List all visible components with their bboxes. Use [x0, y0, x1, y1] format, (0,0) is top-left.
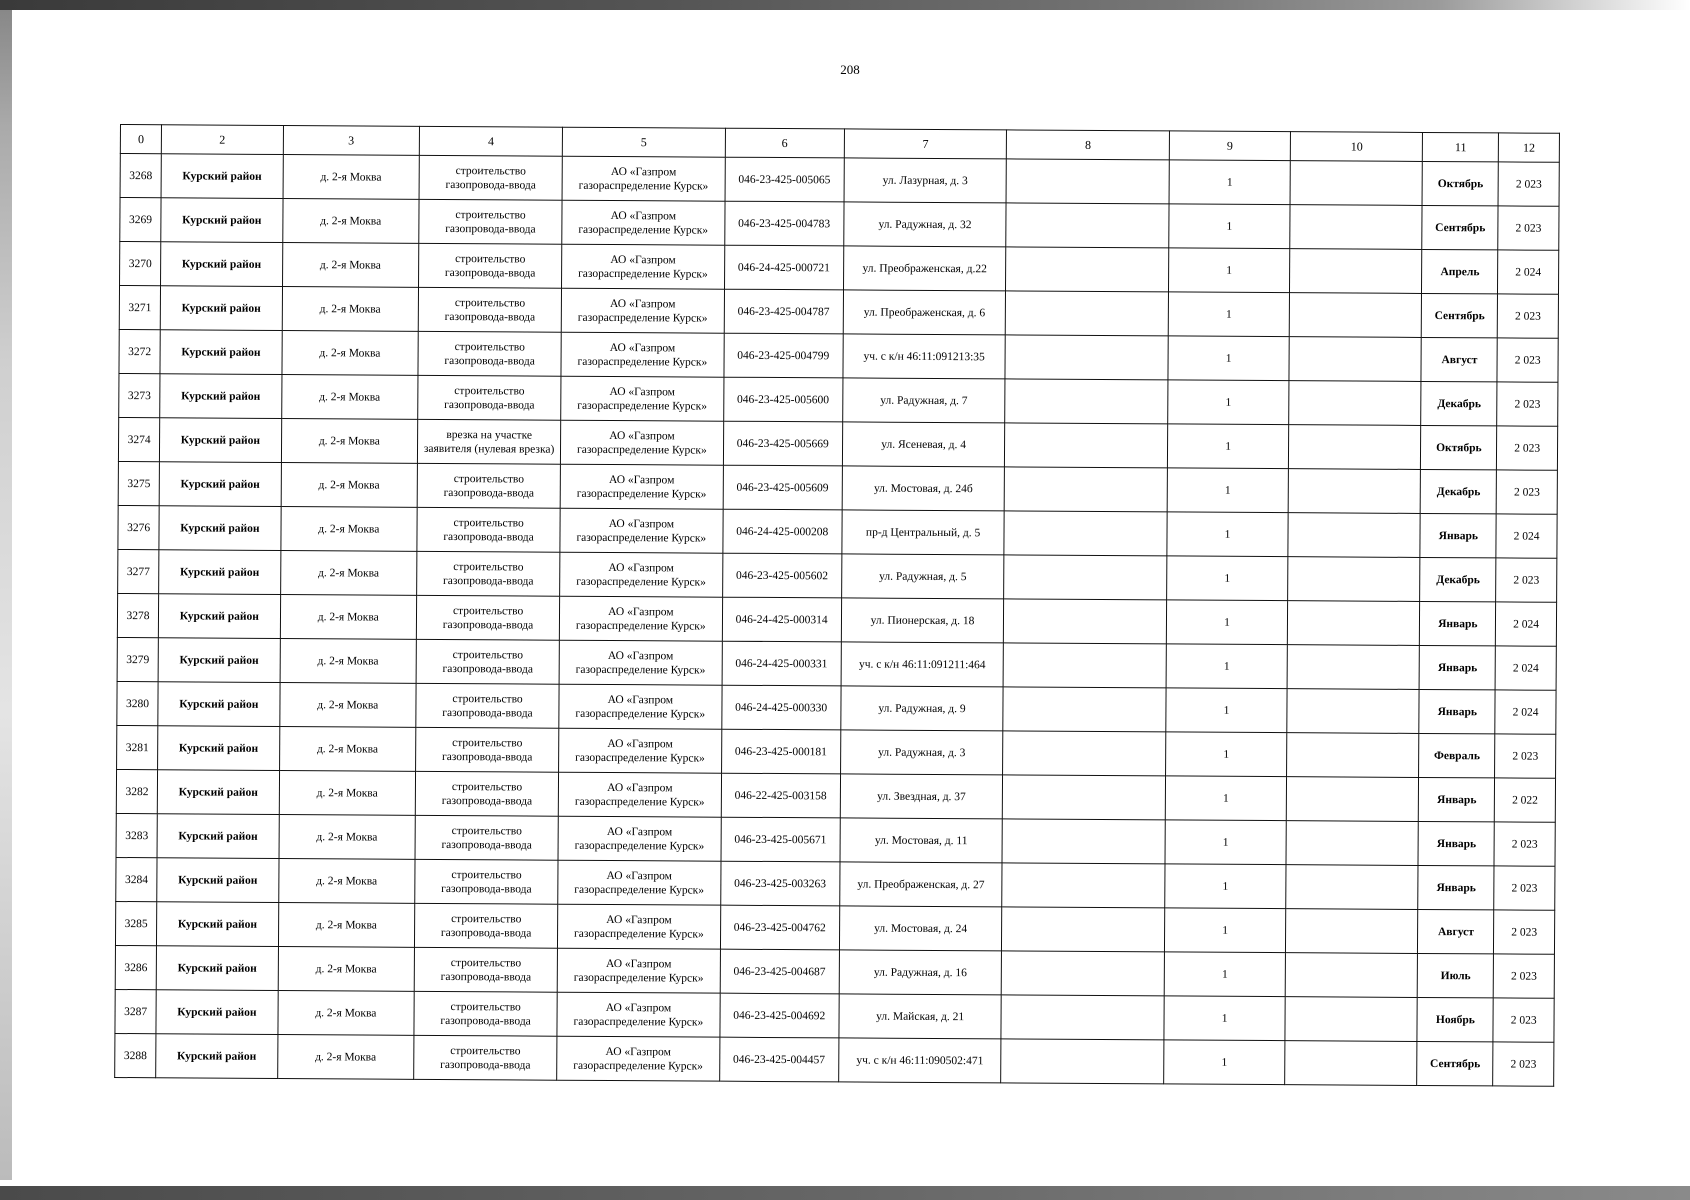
header-cell: 9: [1169, 131, 1291, 161]
district-cell: Курский район: [156, 990, 278, 1035]
district-cell: Курский район: [161, 154, 283, 199]
year-cell: 2 024: [1495, 690, 1556, 734]
year-cell: 2 023: [1497, 294, 1558, 338]
count-cell: 1: [1168, 248, 1290, 293]
column-8-cell: [1001, 995, 1164, 1040]
application-code-cell: 046-24-425-000314: [722, 597, 841, 642]
settlement-cell: д. 2-я Моква: [282, 198, 419, 243]
header-cell: 8: [1007, 130, 1170, 160]
month-cell: Январь: [1419, 645, 1495, 689]
row-number-cell: 3269: [120, 198, 161, 242]
column-10-cell: [1288, 557, 1420, 602]
organization-cell: АО «Газпром газораспределение Курск»: [557, 992, 720, 1037]
district-cell: Курский район: [156, 1034, 278, 1079]
settlement-cell: д. 2-я Моква: [278, 902, 415, 947]
work-type-cell: строительство газопровода-ввода: [414, 991, 557, 1036]
column-10-cell: [1285, 997, 1417, 1042]
application-code-cell: 046-23-425-004787: [724, 289, 843, 334]
address-cell: ул. Радужная, д. 32: [844, 202, 1007, 247]
row-number-cell: 3279: [117, 637, 158, 681]
header-cell: 4: [419, 126, 562, 156]
organization-cell: АО «Газпром газораспределение Курск»: [558, 816, 721, 861]
work-type-cell: строительство газопровода-ввода: [417, 551, 560, 596]
work-type-cell: строительство газопровода-ввода: [414, 1035, 557, 1080]
organization-cell: АО «Газпром газораспределение Курск»: [557, 1036, 720, 1081]
settlement-cell: д. 2-я Моква: [282, 242, 419, 287]
year-cell: 2 023: [1495, 734, 1556, 778]
district-cell: Курский район: [157, 814, 279, 859]
row-number-cell: 3271: [119, 286, 160, 330]
settlement-cell: д. 2-я Моква: [279, 682, 416, 727]
district-cell: Курский район: [159, 594, 281, 639]
column-10-cell: [1288, 513, 1420, 558]
month-cell: Январь: [1420, 601, 1496, 645]
row-number-cell: 3272: [119, 329, 160, 373]
organization-cell: АО «Газпром газораспределение Курск»: [560, 508, 723, 553]
column-10-cell: [1288, 601, 1420, 646]
settlement-cell: д. 2-я Моква: [279, 726, 416, 771]
column-8-cell: [1002, 863, 1165, 908]
year-cell: 2 023: [1496, 558, 1557, 602]
settlement-cell: д. 2-я Моква: [280, 638, 417, 683]
settlement-cell: д. 2-я Моква: [280, 550, 417, 595]
application-code-cell: 046-23-425-005602: [722, 553, 841, 598]
count-cell: 1: [1165, 864, 1287, 909]
column-8-cell: [1004, 511, 1167, 556]
count-cell: 1: [1167, 468, 1289, 513]
row-number-cell: 3276: [118, 505, 159, 549]
month-cell: Август: [1418, 909, 1494, 953]
row-number-cell: 3285: [115, 901, 156, 945]
organization-cell: АО «Газпром газораспределение Курск»: [559, 640, 722, 685]
header-cell: 7: [844, 129, 1007, 159]
year-cell: 2 024: [1496, 514, 1557, 558]
column-10-cell: [1289, 381, 1421, 426]
row-number-cell: 3278: [117, 593, 158, 637]
column-8-cell: [1001, 1039, 1164, 1084]
row-number-cell: 3268: [120, 154, 161, 198]
column-8-cell: [1002, 907, 1165, 952]
settlement-cell: д. 2-я Моква: [281, 462, 418, 507]
district-cell: Курский район: [161, 198, 283, 243]
settlement-cell: д. 2-я Моква: [283, 154, 420, 199]
year-cell: 2 023: [1493, 1042, 1554, 1086]
month-cell: Январь: [1418, 821, 1494, 865]
count-cell: 1: [1167, 424, 1289, 469]
count-cell: 1: [1164, 996, 1286, 1041]
address-cell: пр-д Центральный, д. 5: [842, 510, 1005, 555]
month-cell: Сентябрь: [1417, 1041, 1493, 1085]
settlement-cell: д. 2-я Моква: [277, 1034, 414, 1079]
district-cell: Курский район: [158, 682, 280, 727]
work-type-cell: строительство газопровода-ввода: [419, 243, 562, 288]
column-8-cell: [1003, 775, 1166, 820]
column-8-cell: [1006, 159, 1169, 204]
month-cell: Декабрь: [1421, 469, 1497, 513]
row-number-cell: 3281: [117, 725, 158, 769]
work-type-cell: строительство газопровода-ввода: [418, 331, 561, 376]
year-cell: 2 023: [1494, 910, 1555, 954]
work-type-cell: строительство газопровода-ввода: [415, 771, 558, 816]
year-cell: 2 023: [1498, 206, 1559, 250]
column-10-cell: [1290, 205, 1422, 250]
district-cell: Курский район: [158, 726, 280, 771]
scan-edge-bottom: [0, 1186, 1690, 1200]
district-cell: Курский район: [160, 418, 282, 463]
district-cell: Курский район: [156, 946, 278, 991]
header-cell: 3: [283, 125, 420, 155]
scan-edge-top: [0, 0, 1690, 10]
address-cell: ул. Мостовая, д. 24б: [842, 466, 1005, 511]
column-10-cell: [1286, 909, 1418, 954]
district-cell: Курский район: [157, 770, 279, 815]
column-10-cell: [1289, 425, 1421, 470]
year-cell: 2 024: [1495, 646, 1556, 690]
year-cell: 2 023: [1497, 426, 1558, 470]
column-10-cell: [1289, 337, 1421, 382]
header-cell: 0: [120, 125, 161, 154]
year-cell: 2 023: [1494, 822, 1555, 866]
column-8-cell: [1002, 951, 1165, 996]
column-10-cell: [1285, 953, 1417, 998]
organization-cell: АО «Газпром газораспределение Курск»: [557, 948, 720, 993]
column-10-cell: [1287, 689, 1419, 734]
organization-cell: АО «Газпром газораспределение Курск»: [559, 596, 722, 641]
settlement-cell: д. 2-я Моква: [280, 506, 417, 551]
address-cell: уч. с к/н 46:11:091213:35: [843, 334, 1006, 379]
work-type-cell: строительство газопровода-ввода: [419, 155, 562, 200]
row-number-cell: 3286: [115, 945, 156, 989]
month-cell: Февраль: [1419, 733, 1495, 777]
work-type-cell: строительство газопровода-ввода: [418, 375, 561, 420]
column-8-cell: [1005, 423, 1168, 468]
year-cell: 2 023: [1497, 382, 1558, 426]
column-8-cell: [1004, 599, 1167, 644]
organization-cell: АО «Газпром газораспределение Курск»: [561, 288, 724, 333]
year-cell: 2 023: [1497, 338, 1558, 382]
address-cell: ул. Радужная, д. 5: [841, 554, 1004, 599]
address-cell: ул. Радужная, д. 9: [841, 686, 1004, 731]
year-cell: 2 022: [1495, 778, 1556, 822]
application-code-cell: 046-24-425-000721: [724, 245, 843, 290]
address-cell: уч. с к/н 46:11:090502:471: [838, 1038, 1001, 1083]
application-code-cell: 046-24-425-000330: [721, 685, 840, 730]
count-cell: 1: [1168, 336, 1290, 381]
organization-cell: АО «Газпром газораспределение Курск»: [559, 684, 722, 729]
year-cell: 2 023: [1493, 954, 1554, 998]
application-code-cell: 046-23-425-004762: [720, 905, 839, 950]
district-cell: Курский район: [161, 242, 283, 287]
settlement-cell: д. 2-я Моква: [281, 418, 418, 463]
column-10-cell: [1287, 733, 1419, 778]
month-cell: Ноябрь: [1417, 997, 1493, 1041]
work-type-cell: строительство газопровода-ввода: [417, 507, 560, 552]
district-cell: Курский район: [157, 902, 279, 947]
count-cell: 1: [1165, 732, 1287, 777]
table-body: [115, 154, 1560, 1087]
month-cell: Январь: [1418, 865, 1494, 909]
month-cell: Январь: [1419, 777, 1495, 821]
column-8-cell: [1003, 687, 1166, 732]
column-10-cell: [1286, 865, 1418, 910]
column-8-cell: [1006, 291, 1169, 336]
header-cell: 6: [725, 128, 844, 158]
month-cell: Сентябрь: [1422, 293, 1498, 337]
work-type-cell: врезка на участке заявителя (нулевая врезка): [417, 419, 560, 464]
count-cell: 1: [1166, 600, 1288, 645]
settlement-cell: д. 2-я Моква: [278, 946, 415, 991]
column-10-cell: [1290, 161, 1422, 206]
organization-cell: АО «Газпром газораспределение Курск»: [561, 332, 724, 377]
column-10-cell: [1287, 645, 1419, 690]
work-type-cell: строительство газопровода-ввода: [415, 859, 558, 904]
row-number-cell: 3284: [116, 857, 157, 901]
column-8-cell: [1005, 335, 1168, 380]
application-code-cell: 046-24-425-000208: [723, 509, 842, 554]
address-cell: ул. Звездная, д. 37: [840, 774, 1003, 819]
district-cell: Курский район: [157, 858, 279, 903]
work-type-cell: строительство газопровода-ввода: [415, 903, 558, 948]
column-10-cell: [1289, 293, 1421, 338]
column-8-cell: [1003, 731, 1166, 776]
settlement-cell: д. 2-я Моква: [281, 374, 418, 419]
count-cell: 1: [1165, 820, 1287, 865]
month-cell: Январь: [1420, 513, 1496, 557]
district-cell: Курский район: [160, 286, 282, 331]
district-cell: Курский район: [159, 462, 281, 507]
count-cell: 1: [1169, 204, 1291, 249]
address-cell: ул. Преображенская, д. 27: [840, 862, 1003, 907]
application-code-cell: 046-23-425-005065: [725, 157, 844, 202]
work-type-cell: строительство газопровода-ввода: [414, 947, 557, 992]
month-cell: Октябрь: [1421, 425, 1497, 469]
column-8-cell: [1004, 555, 1167, 600]
address-cell: ул. Радужная, д. 16: [839, 950, 1002, 995]
organization-cell: АО «Газпром газораспределение Курск»: [558, 904, 721, 949]
column-8-cell: [1005, 379, 1168, 424]
work-type-cell: строительство газопровода-ввода: [416, 683, 559, 728]
organization-cell: АО «Газпром газораспределение Курск»: [558, 772, 721, 817]
column-10-cell: [1285, 1041, 1417, 1086]
work-type-cell: строительство газопровода-ввода: [416, 727, 559, 772]
application-code-cell: 046-23-425-005609: [723, 465, 842, 510]
column-10-cell: [1290, 249, 1422, 294]
column-8-cell: [1006, 203, 1169, 248]
address-cell: ул. Лазурная, д. 3: [844, 158, 1007, 203]
month-cell: Сентябрь: [1422, 205, 1498, 249]
row-number-cell: 3275: [118, 461, 159, 505]
organization-cell: АО «Газпром газораспределение Курск»: [560, 464, 723, 509]
row-number-cell: 3288: [115, 1033, 156, 1077]
row-number-cell: 3282: [116, 769, 157, 813]
application-code-cell: 046-23-425-004692: [720, 993, 839, 1038]
application-code-cell: 046-23-425-005600: [723, 377, 842, 422]
address-cell: уч. с к/н 46:11:091211:464: [841, 642, 1004, 687]
work-type-cell: строительство газопровода-ввода: [418, 287, 561, 332]
district-cell: Курский район: [160, 374, 282, 419]
count-cell: 1: [1166, 644, 1288, 689]
month-cell: Август: [1421, 337, 1497, 381]
year-cell: 2 023: [1498, 162, 1559, 206]
registry-table: [114, 124, 1560, 1087]
settlement-cell: д. 2-я Моква: [282, 286, 419, 331]
application-code-cell: 046-22-425-003158: [721, 773, 840, 818]
header-cell: 10: [1291, 132, 1423, 162]
row-number-cell: 3274: [118, 417, 159, 461]
work-type-cell: строительство газопровода-ввода: [415, 815, 558, 860]
column-8-cell: [1002, 819, 1165, 864]
row-number-cell: 3287: [115, 989, 156, 1033]
application-code-cell: 046-24-425-000331: [722, 641, 841, 686]
count-cell: 1: [1166, 556, 1288, 601]
count-cell: 1: [1164, 908, 1286, 953]
organization-cell: АО «Газпром газораспределение Курск»: [561, 376, 724, 421]
organization-cell: АО «Газпром газораспределение Курск»: [559, 728, 722, 773]
address-cell: ул. Майская, д. 21: [839, 994, 1002, 1039]
work-type-cell: строительство газопровода-ввода: [419, 199, 562, 244]
application-code-cell: 046-23-425-004687: [720, 949, 839, 994]
application-code-cell: 046-23-425-003263: [720, 861, 839, 906]
settlement-cell: д. 2-я Моква: [279, 814, 416, 859]
organization-cell: АО «Газпром газораспределение Курск»: [562, 244, 725, 289]
month-cell: Апрель: [1422, 249, 1498, 293]
page-number: 208: [840, 62, 860, 77]
column-8-cell: [1006, 247, 1169, 292]
address-cell: ул. Мостовая, д. 11: [840, 818, 1003, 863]
organization-cell: АО «Газпром газораспределение Курск»: [558, 860, 721, 905]
month-cell: Июль: [1418, 953, 1494, 997]
year-cell: 2 024: [1496, 602, 1557, 646]
row-number-cell: 3283: [116, 813, 157, 857]
header-cell: 2: [161, 125, 283, 155]
header-cell: 5: [562, 127, 725, 157]
organization-cell: АО «Газпром газораспределение Курск»: [562, 200, 725, 245]
table-row: [115, 1033, 1554, 1086]
column-10-cell: [1288, 469, 1420, 514]
settlement-cell: д. 2-я Моква: [280, 594, 417, 639]
column-10-cell: [1286, 821, 1418, 866]
district-cell: Курский район: [159, 550, 281, 595]
application-code-cell: 046-23-425-005669: [723, 421, 842, 466]
row-number-cell: 3277: [118, 549, 159, 593]
application-code-cell: 046-23-425-000181: [721, 729, 840, 774]
row-number-cell: 3273: [119, 373, 160, 417]
address-cell: ул. Радужная, д. 3: [840, 730, 1003, 775]
count-cell: 1: [1168, 380, 1290, 425]
row-number-cell: 3270: [120, 242, 161, 286]
count-cell: 1: [1164, 952, 1286, 997]
month-cell: Октябрь: [1422, 161, 1498, 205]
work-type-cell: строительство газопровода-ввода: [416, 639, 559, 684]
address-cell: ул. Мостовая, д. 24: [839, 906, 1002, 951]
application-code-cell: 046-23-425-004783: [724, 201, 843, 246]
settlement-cell: д. 2-я Моква: [279, 770, 416, 815]
address-cell: ул. Преображенская, д.22: [843, 246, 1006, 291]
month-cell: Декабрь: [1421, 381, 1497, 425]
column-8-cell: [1004, 467, 1167, 512]
count-cell: 1: [1167, 512, 1289, 557]
work-type-cell: строительство газопровода-ввода: [417, 463, 560, 508]
year-cell: 2 023: [1496, 470, 1557, 514]
address-cell: ул. Преображенская, д. 6: [843, 290, 1006, 335]
district-cell: Курский район: [158, 638, 280, 683]
organization-cell: АО «Газпром газораспределение Курск»: [560, 552, 723, 597]
address-cell: ул. Радужная, д. 7: [843, 378, 1006, 423]
address-cell: ул. Ясеневая, д. 4: [842, 422, 1005, 467]
count-cell: 1: [1164, 1040, 1286, 1085]
organization-cell: АО «Газпром газораспределение Курск»: [561, 420, 724, 465]
count-cell: 1: [1165, 776, 1287, 821]
header-cell: 12: [1499, 133, 1560, 162]
application-code-cell: 046-23-425-004799: [724, 333, 843, 378]
application-code-cell: 046-23-425-004457: [719, 1037, 838, 1082]
settlement-cell: д. 2-я Моква: [277, 990, 414, 1035]
organization-cell: АО «Газпром газораспределение Курск»: [562, 156, 725, 201]
month-cell: Январь: [1419, 689, 1495, 733]
year-cell: 2 023: [1494, 866, 1555, 910]
settlement-cell: д. 2-я Моква: [278, 858, 415, 903]
application-code-cell: 046-23-425-005671: [721, 817, 840, 862]
year-cell: 2 024: [1498, 250, 1559, 294]
count-cell: 1: [1168, 292, 1290, 337]
column-8-cell: [1003, 643, 1166, 688]
count-cell: 1: [1169, 160, 1291, 205]
work-type-cell: строительство газопровода-ввода: [416, 595, 559, 640]
count-cell: 1: [1166, 688, 1288, 733]
settlement-cell: д. 2-я Моква: [282, 330, 419, 375]
scan-edge-left: [0, 10, 12, 1180]
header-cell: 11: [1423, 132, 1499, 161]
district-cell: Курский район: [160, 330, 282, 375]
month-cell: Декабрь: [1420, 557, 1496, 601]
address-cell: ул. Пионерская, д. 18: [841, 598, 1004, 643]
row-number-cell: 3280: [117, 681, 158, 725]
district-cell: Курский район: [159, 506, 281, 551]
column-10-cell: [1287, 777, 1419, 822]
year-cell: 2 023: [1493, 998, 1554, 1042]
